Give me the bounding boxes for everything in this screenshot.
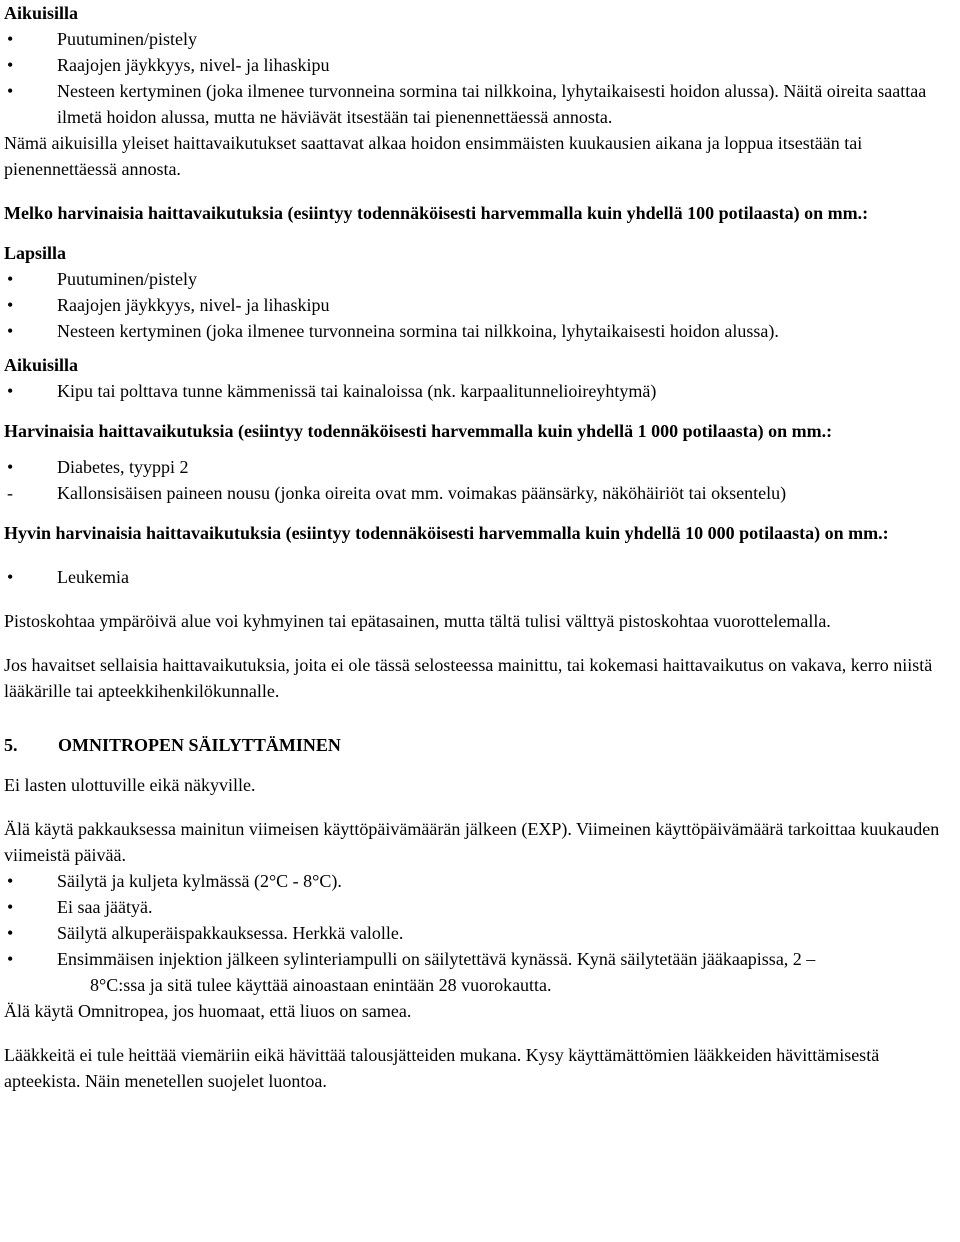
children-heading: Lapsilla bbox=[4, 243, 67, 263]
list-item: • Kipu tai polttava tunne kämmenissä tai kainaloissa (nk. karpaalitunnelioireyhtymä) bbox=[4, 378, 956, 404]
dash-mark: - bbox=[7, 483, 13, 503]
uncommon-side-effects-heading: Melko harvinaisia haittavaikutuksia (esiintyy todennäköisesti harvemmalla kuin yhdellä 100 potilaasta) on mm.: bbox=[4, 203, 869, 223]
list-item: • Ensimmäisen injektion jälkeen sylinteriampulli on säilytettävä kynässä. Kynä säilytetään jääkaapissa, 2 – bbox=[4, 946, 956, 972]
adults-note: Nämä aikuisilla yleiset haittavaikutukset saattavat alkaa hoidon ensimmäisten kuukausien aikana ja loppua itsestään tai pienennettäessä annosta. bbox=[4, 133, 863, 179]
children-side-effects-list bbox=[4, 266, 956, 344]
section-title: OMNITROPEN SÄILYTTÄMINEN bbox=[58, 735, 341, 755]
storage-expiry-note: Älä käytä pakkauksessa mainitun viimeisen käyttöpäivämäärän jälkeen (EXP). Viimeinen käyttöpäivämäärä tarkoittaa kuukauden viimeistä päivää. bbox=[4, 819, 940, 865]
list-item: • Puutuminen/pistely bbox=[4, 266, 956, 292]
adults-side-effects-list bbox=[4, 26, 956, 130]
list-item: • Diabetes, tyyppi 2 bbox=[4, 454, 956, 480]
list-item: • Puutuminen/pistely bbox=[4, 26, 956, 52]
rare-side-effects-heading: Harvinaisia haittavaikutuksia (esiintyy todennäköisesti harvemmalla kuin yhdellä 1 000 potilaasta) on mm.: bbox=[4, 421, 833, 441]
adults-heading: Aikuisilla bbox=[4, 355, 79, 375]
disposal-note: Lääkkeitä ei tule heittää viemäriin eikä hävittää talousjätteiden mukana. Kysy käyttämättömien lääkkeiden hävittämisestä apteekista. Näin menetellen suojelet luontoa. bbox=[4, 1045, 880, 1091]
rare-side-effects-list bbox=[4, 454, 956, 480]
adults-uncommon-list bbox=[4, 378, 956, 404]
list-item: • Raajojen jäykkyys, nivel- ja lihaskipu bbox=[4, 52, 956, 78]
very-rare-side-effects-list bbox=[4, 564, 956, 590]
storage-cloudy-note: Älä käytä Omnitropea, jos huomaat, että liuos on samea. bbox=[4, 1001, 412, 1021]
list-item: • Nesteen kertyminen (joka ilmenee turvonneina sormina tai nilkkoina, lyhytaikaisesti hoidon alussa). bbox=[4, 318, 956, 344]
list-item: • Säilytä alkuperäispakkauksessa. Herkkä valolle. bbox=[4, 920, 956, 946]
section-number: 5. bbox=[4, 735, 18, 755]
list-item-continuation: 8°C:ssa ja sitä tulee käyttää ainoastaan enintään 28 vuorokautta. bbox=[90, 975, 552, 995]
dash-list-item bbox=[4, 480, 956, 506]
list-item: • Säilytä ja kuljeta kylmässä (2°C - 8°C). bbox=[4, 868, 956, 894]
section-5-heading bbox=[4, 732, 956, 758]
storage-instructions-list bbox=[4, 868, 956, 972]
list-item: • Ei saa jäätyä. bbox=[4, 894, 956, 920]
very-rare-side-effects-heading: Hyvin harvinaisia haittavaikutuksia (esiintyy todennäköisesti harvemmalla kuin yhdellä 10 000 potilaasta) on mm.: bbox=[4, 523, 889, 543]
injection-site-note: Pistoskohtaa ympäröivä alue voi kyhmyinen tai epätasainen, mutta tältä tulisi välttyä pistoskohtaa vuorottelemalla. bbox=[4, 611, 831, 631]
list-item: • Nesteen kertyminen (joka ilmenee turvonneina sormina tai nilkkoina, lyhytaikaisesti hoidon alussa). Näitä oireita saattaa ilmetä hoidon alussa, mutta ne häviävät itsestään tai pienennettäessä annosta. bbox=[4, 78, 956, 130]
dash-item-text: Kallonsisäisen paineen nousu (jonka oireita ovat mm. voimakas päänsärky, näköhäiriöt tai oksentelu) bbox=[57, 483, 787, 503]
storage-children-note: Ei lasten ulottuville eikä näkyville. bbox=[4, 775, 256, 795]
report-side-effects-note: Jos havaitset sellaisia haittavaikutuksia, joita ei ole tässä selosteessa mainittu, tai kokemasi haittavaikutus on vakava, kerro niistä lääkärille tai apteekkihenkilökunnalle. bbox=[4, 655, 933, 701]
list-item: • Raajojen jäykkyys, nivel- ja lihaskipu bbox=[4, 292, 956, 318]
adults-heading: Aikuisilla bbox=[4, 3, 79, 23]
list-item: • Leukemia bbox=[4, 564, 956, 590]
